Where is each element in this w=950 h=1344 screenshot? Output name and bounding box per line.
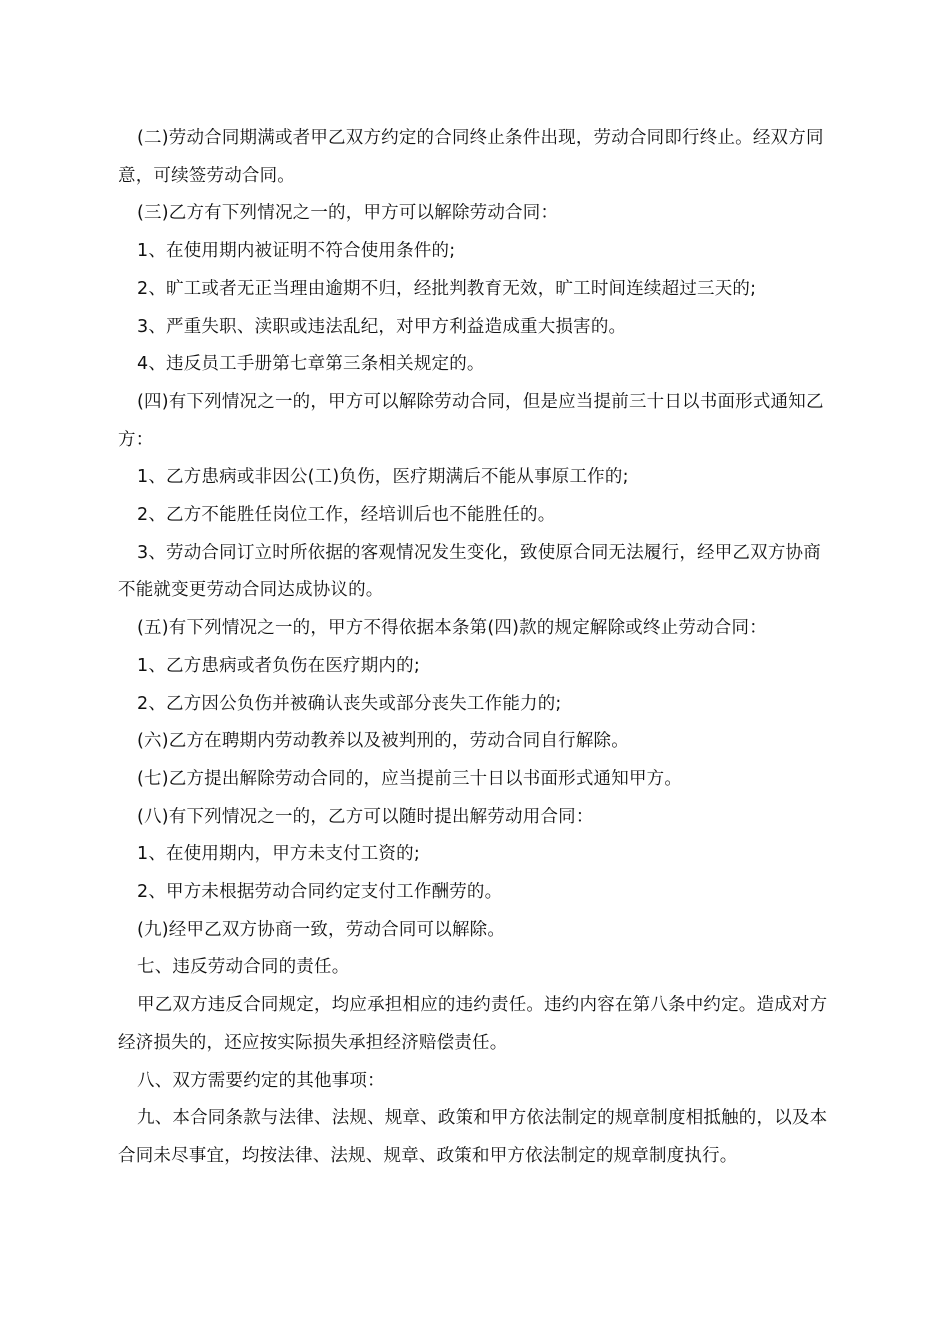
- section-heading-nine: 九、本合同条款与法律、法规、规章、政策和甲方依法制定的规章制度相抵触的，以及本合同未尽事宜，均按法律、法规、规章、政策和甲方依法制定的规章制度执行。: [118, 1108, 828, 1166]
- paragraph-clause-3: (三)乙方有下列情况之一的，甲方可以解除劳动合同：: [137, 203, 559, 224]
- paragraph-clause-3-item-3: 3、严重失职、渎职或违法乱纪，对甲方利益造成重大损害的。: [137, 316, 627, 337]
- paragraph-liability: 甲乙双方违反合同规定，均应承担相应的违约责任。违约内容在第八条中约定。造成对方经济损失的，还应按实际损失承担经济赔偿责任。: [118, 995, 828, 1053]
- paragraph-clause-3-item-4: 4、违反员工手册第七章第三条相关规定的。: [137, 354, 485, 375]
- paragraph-clause-8-item-1: 1、在使用期内，甲方未支付工资的;: [137, 844, 420, 865]
- section-heading-eight: 八、双方需要约定的其他事项：: [137, 1070, 385, 1091]
- paragraph-clause-5-item-1: 1、乙方患病或者负伤在医疗期内的;: [137, 655, 420, 676]
- paragraph-clause-9: (九)经甲乙双方协商一致，劳动合同可以解除。: [137, 919, 506, 940]
- paragraph-clause-3-item-1: 1、在使用期内被证明不符合使用条件的;: [137, 241, 456, 262]
- paragraph-clause-4-item-3: 3、劳动合同订立时所依据的客观情况发生变化，致使原合同无法履行，经甲乙双方协商不能就变更劳动合同达成协议的。: [118, 542, 821, 601]
- paragraph-clause-2: (二)劳动合同期满或者甲乙双方约定的合同终止条件出现，劳动合同即行终止。经双方同意，可续签劳动合同。: [118, 128, 824, 186]
- paragraph-clause-5: (五)有下列情况之一的，甲方不得依据本条第(四)款的规定解除或终止劳动合同：: [137, 618, 767, 639]
- paragraph-clause-3-item-2: 2、旷工或者无正当理由逾期不归，经批判教育无效，旷工时间连续超过三天的;: [137, 278, 757, 299]
- paragraph-clause-6: (六)乙方在聘期内劳动教养以及被判刑的，劳动合同自行解除。: [137, 731, 629, 752]
- paragraph-clause-4-item-1: 1、乙方患病或非因公(工)负伤，医疗期满后不能从事原工作的;: [137, 467, 629, 488]
- paragraph-clause-8: (八)有下列情况之一的，乙方可以随时提出解劳动用合同：: [137, 806, 594, 827]
- document-body: [118, 120, 838, 1176]
- paragraph-clause-5-item-2: 2、乙方因公负伤并被确认丧失或部分丧失工作能力的;: [137, 693, 562, 714]
- paragraph-clause-4: (四)有下列情况之一的，甲方可以解除劳动合同，但是应当提前三十日以书面形式通知乙方：: [118, 391, 824, 450]
- section-heading-seven: 七、违反劳动合同的责任。: [137, 957, 350, 978]
- paragraph-clause-4-item-2: 2、乙方不能胜任岗位工作，经培训后也不能胜任的。: [137, 505, 556, 526]
- paragraph-clause-7: (七)乙方提出解除劳动合同的，应当提前三十日以书面形式通知甲方。: [137, 768, 683, 789]
- paragraph-clause-8-item-2: 2、甲方未根据劳动合同约定支付工作酬劳的。: [137, 882, 503, 903]
